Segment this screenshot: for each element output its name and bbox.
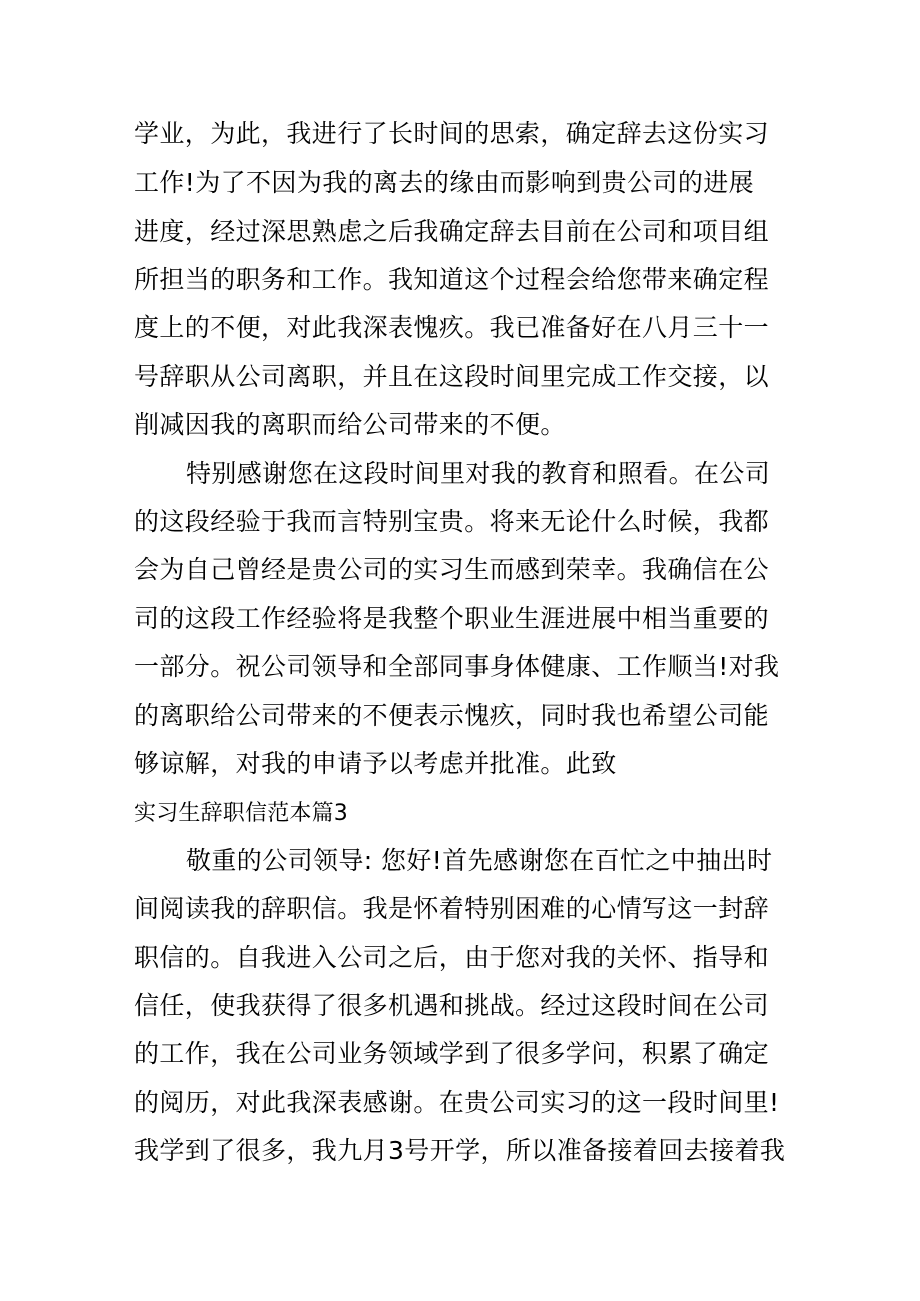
paragraph-line: 一部分。祝公司领导和全部同事身体健康、工作顺当!对我 (134, 652, 780, 681)
paragraph-line: 工作!为了不因为我的离去的缘由而影响到贵公司的进展 (134, 168, 755, 197)
paragraph-line: 间阅读我的辞职信。我是怀着特别困难的心情写这一封辞 (134, 894, 770, 923)
paragraph-line: 所担当的职务和工作。我知道这个过程会给您带来确定程 (134, 265, 770, 294)
paragraph-line: 号辞职从公司离职，并且在这段时间里完成工作交接，以 (134, 362, 770, 391)
paragraph-line: 度上的不便，对此我深表愧疚。我已准备好在八月三十一 (134, 313, 770, 342)
paragraph-line: 够谅解，对我的申请予以考虑并批准。此致 (134, 749, 617, 778)
paragraph-line: 削减因我的离职而给公司带来的不便。 (134, 410, 566, 439)
paragraph-first-line: 特别感谢您在这段时间里对我的教育和照看。在公司 (186, 459, 771, 488)
paragraph-line: 的这段经验于我而言特别宝贵。将来无论什么时候，我都 (134, 507, 770, 536)
section-heading: 实习生辞职信范本篇3 (134, 801, 348, 826)
paragraph-line: 学业，为此，我进行了长时间的思索，确定辞去这份实习 (134, 119, 770, 148)
paragraph-line: 我学到了很多，我九月3号开学，所以准备接着回去接着我 (134, 1136, 786, 1165)
paragraph-line: 的阅历，对此我深表感谢。在贵公司实习的这一段时间里! (134, 1088, 780, 1117)
paragraph-line: 的离职给公司带来的不便表示愧疚，同时我也希望公司能 (134, 701, 770, 730)
paragraph-line: 的工作，我在公司业务领域学到了很多学问，积累了确定 (134, 1039, 770, 1068)
paragraph-line: 会为自己曾经是贵公司的实习生而感到荣幸。我确信在公 (134, 555, 770, 584)
paragraph-line: 信任，使我获得了很多机遇和挑战。经过这段时间在公司 (134, 991, 770, 1020)
paragraph-line: 司的这段工作经验将是我整个职业生涯进展中相当重要的 (134, 604, 770, 633)
paragraph-line: 进度，经过深思熟虑之后我确定辞去目前在公司和项目组 (134, 217, 770, 246)
paragraph-line: 职信的。自我进入公司之后，由于您对我的关怀、指导和 (134, 943, 770, 972)
paragraph-first-line: 敬重的公司领导: 您好!首先感谢您在百忙之中抽出时 (186, 846, 773, 875)
